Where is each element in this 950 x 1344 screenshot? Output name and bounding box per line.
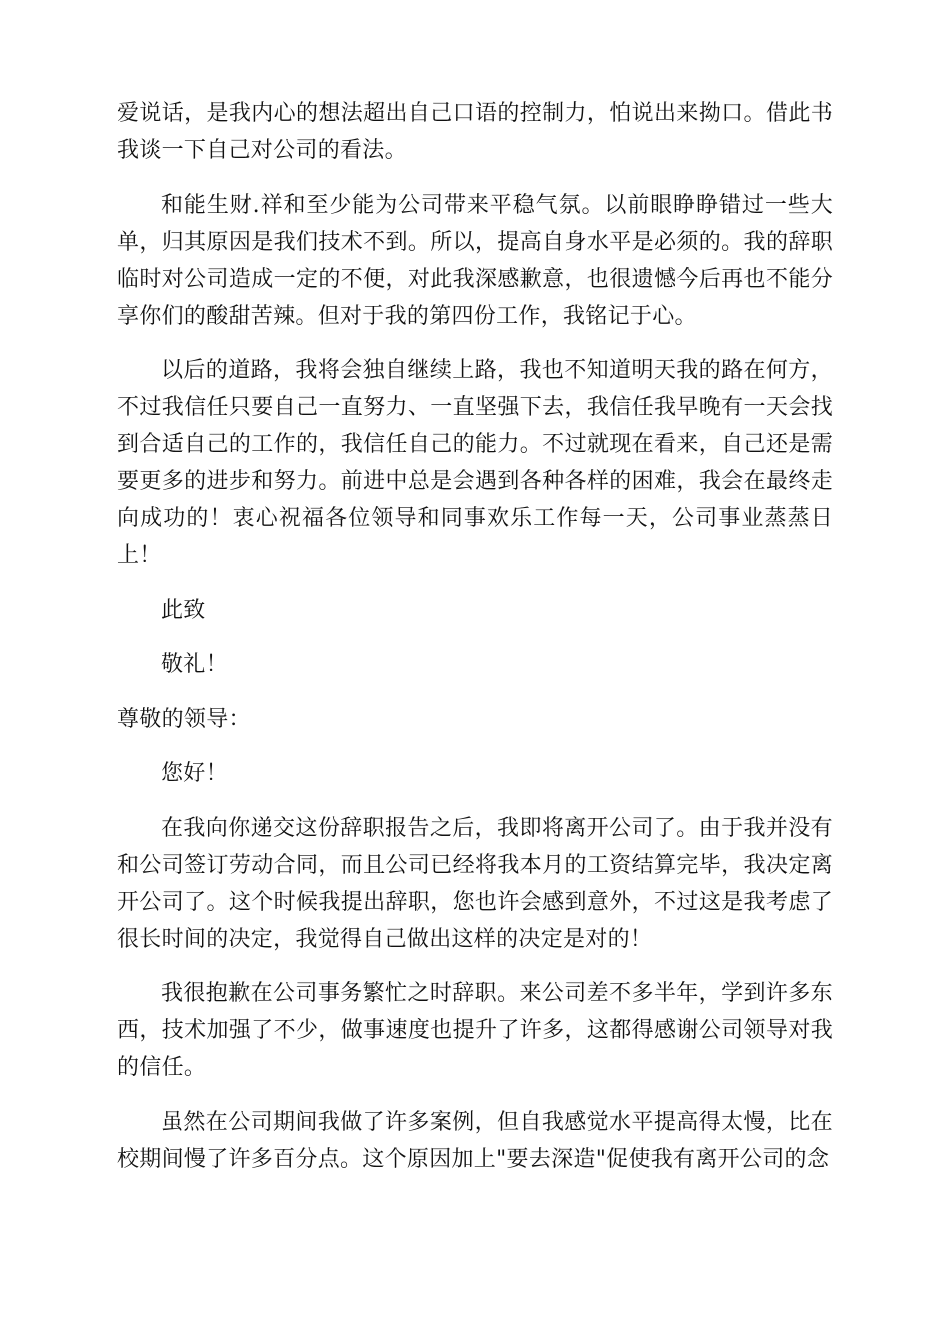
paragraph-harmony: 和能生财.祥和至少能为公司带来平稳气氛。以前眼睁睁错过一些大单，归其原因是我们技术不到。所以，提高自身水平是必须的。我的辞职临时对公司造成一定的不便，对此我深感歉意，也很遗憾今后再也不能分享你们的酸甜苦辣。但对于我的第四份工作，我铭记于心。 — [117, 192, 833, 329]
greeting-addressee: 尊敬的领导： — [117, 706, 251, 732]
greeting-hello: 您好！ — [161, 761, 228, 786]
closing-regards: 敬礼！ — [161, 652, 228, 677]
closing-salutation: 此致 — [161, 597, 206, 623]
paragraph-reason: 虽然在公司期间我做了许多案例，但自我感觉水平提高得太慢，比在校期间慢了许多百分点。这个原因加上"要去深造"促使我有离开公司的念 — [117, 1109, 833, 1172]
paragraph-apology: 我很抱歉在公司事务繁忙之时辞职。来公司差不多半年，学到许多东西，技术加强了不少，做事速度也提升了许多，这都得感谢公司领导对我的信任。 — [117, 981, 833, 1080]
paragraph-future: 以后的道路，我将会独自继续上路，我也不知道明天我的路在何方，不过我信任只要自己一直努力、一直坚强下去，我信任我早晚有一天会找到合适自己的工作的，我信任自己的能力。不过就现在看来，自己还是需要更多的进步和努力。前进中总是会遇到各种各样的困难，我会在最终走向成功的！衷心祝福各位领导和同事欢乐工作每一天，公司事业蒸蒸日上！ — [117, 358, 833, 568]
letter-page — [117, 95, 833, 1178]
paragraph-continuation: 爱说话，是我内心的想法超出自己口语的控制力，怕说出来拗口。借此书我谈一下自己对公司的看法。 — [117, 101, 833, 163]
paragraph-resignation: 在我向你递交这份辞职报告之后，我即将离开公司了。由于我并没有和公司签订劳动合同，而且公司已经将我本月的工资结算完毕，我决定离开公司了。这个时候我提出辞职，您也许会感到意外，不过这是我考虑了很长时间的决定，我觉得自己做出这样的决定是对的！ — [117, 815, 833, 952]
